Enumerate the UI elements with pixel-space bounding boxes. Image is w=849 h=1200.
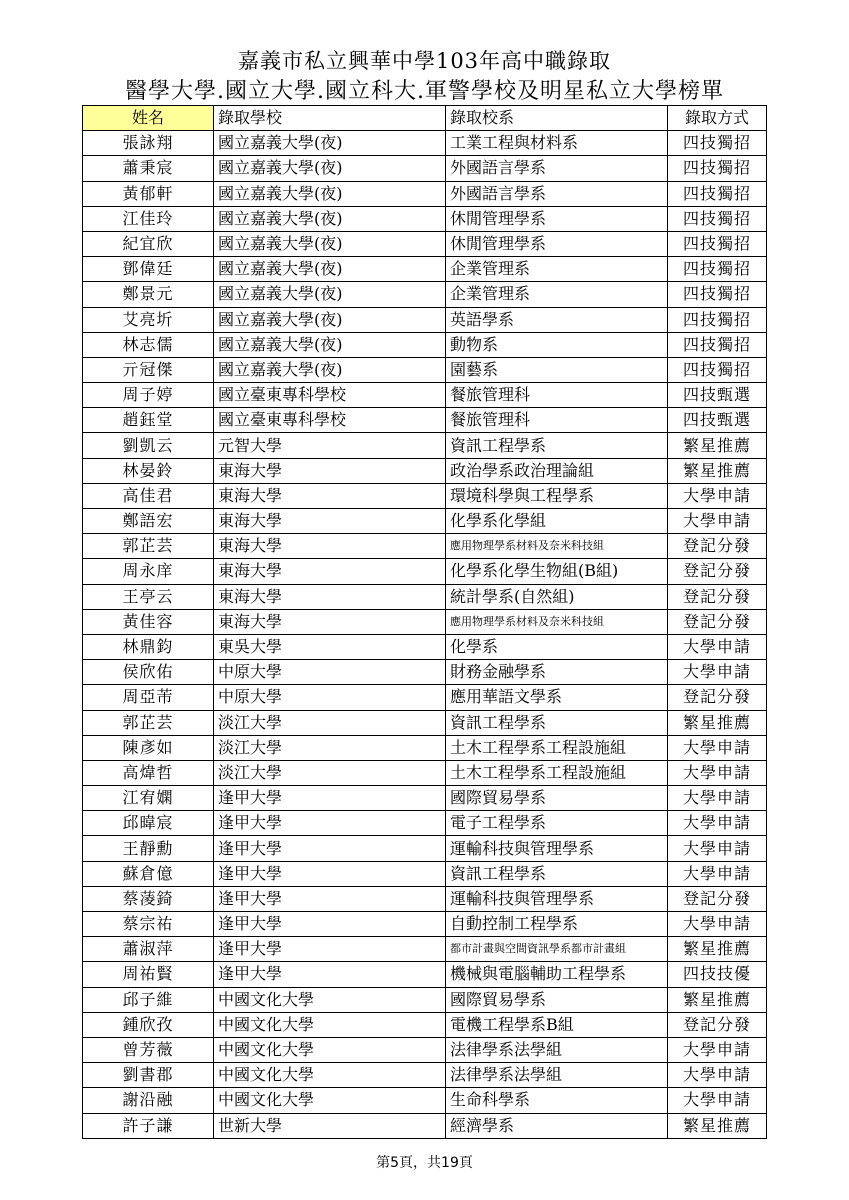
cell-name: 蔡宗祐 [83,912,214,937]
cell-method: 繁星推薦 [668,1113,767,1138]
cell-dept: 統計學系(自然組) [446,584,668,609]
cell-method: 四技獨招 [668,181,767,206]
table-row [83,458,767,483]
cell-method: 四技獨招 [668,332,767,357]
cell-method: 登記分發 [668,886,767,911]
table-row [83,886,767,911]
cell-name: 蘇倉億 [83,861,214,886]
cell-name: 林志儒 [83,332,214,357]
table-row [83,1037,767,1062]
cell-school: 國立嘉義大學(夜) [214,357,446,382]
table-row [83,559,767,584]
cell-method: 大學申請 [668,735,767,760]
cell-dept: 應用物理學系材料及奈米科技組 [446,609,668,634]
cell-dept: 化學系化學組 [446,509,668,534]
cell-method: 大學申請 [668,1037,767,1062]
cell-method: 大學申請 [668,786,767,811]
table-row [83,1012,767,1037]
admission-table [82,105,767,1139]
cell-name: 蕭淑萍 [83,937,214,962]
table-row [83,584,767,609]
cell-school: 逢甲大學 [214,836,446,861]
table-row [83,231,767,256]
cell-method: 四技獨招 [668,131,767,156]
cell-school: 東海大學 [214,609,446,634]
cell-school: 東海大學 [214,534,446,559]
cell-dept: 企業管理系 [446,282,668,307]
cell-school: 東海大學 [214,559,446,584]
cell-name: 曾芳薇 [83,1037,214,1062]
cell-method: 繁星推薦 [668,458,767,483]
cell-dept: 外國語言學系 [446,181,668,206]
table-row [83,282,767,307]
cell-name: 周永庠 [83,559,214,584]
cell-name: 邱子維 [83,987,214,1012]
table-row [83,634,767,659]
cell-dept: 休閒管理學系 [446,206,668,231]
table-row [83,383,767,408]
cell-method: 登記分發 [668,584,767,609]
cell-name: 高佳君 [83,483,214,508]
cell-school: 中原大學 [214,660,446,685]
table-row [83,408,767,433]
table-row [83,710,767,735]
cell-dept: 電機工程學系B組 [446,1012,668,1037]
cell-method: 大學申請 [668,912,767,937]
cell-name: 郭芷芸 [83,710,214,735]
cell-dept: 都市計畫與空間資訊學系都市計畫組 [446,937,668,962]
table-row [83,206,767,231]
page-number: 第5頁，共19頁 [376,1155,473,1171]
table-row [83,836,767,861]
cell-name: 郭芷芸 [83,534,214,559]
cell-method: 四技獨招 [668,231,767,256]
table-header-row [83,106,767,131]
cell-dept: 土木工程學系工程設施組 [446,735,668,760]
table-row [83,912,767,937]
cell-method: 大學申請 [668,811,767,836]
table-row [83,685,767,710]
cell-method: 繁星推薦 [668,433,767,458]
cell-school: 世新大學 [214,1113,446,1138]
cell-method: 四技甄選 [668,408,767,433]
cell-name: 鍾欣孜 [83,1012,214,1037]
cell-method: 登記分發 [668,559,767,584]
cell-name: 張詠翔 [83,131,214,156]
table-row [83,307,767,332]
cell-school: 中原大學 [214,685,446,710]
cell-name: 周祐賢 [83,962,214,987]
cell-dept: 土木工程學系工程設施組 [446,760,668,785]
cell-method: 大學申請 [668,861,767,886]
table-row [83,181,767,206]
cell-school: 國立嘉義大學(夜) [214,206,446,231]
cell-dept: 生命科學系 [446,1088,668,1113]
cell-school: 元智大學 [214,433,446,458]
cell-name: 艾亮圻 [83,307,214,332]
table-row [83,433,767,458]
cell-school: 逢甲大學 [214,962,446,987]
cell-name: 紀宜欣 [83,231,214,256]
cell-school: 國立嘉義大學(夜) [214,231,446,256]
cell-method: 四技獨招 [668,206,767,231]
header-school: 錄取學校 [214,106,446,131]
cell-name: 周亞芾 [83,685,214,710]
cell-school: 淡江大學 [214,735,446,760]
cell-dept: 機械與電腦輔助工程學系 [446,962,668,987]
cell-dept: 企業管理系 [446,257,668,282]
cell-method: 四技獨招 [668,257,767,282]
header-dept: 錄取校系 [446,106,668,131]
cell-method: 四技獨招 [668,357,767,382]
cell-name: 謝沿融 [83,1088,214,1113]
cell-name: 江佳玲 [83,206,214,231]
cell-dept: 應用物理學系材料及奈米科技組 [446,534,668,559]
header-method: 錄取方式 [668,106,767,131]
cell-dept: 休閒管理學系 [446,231,668,256]
cell-dept: 英語學系 [446,307,668,332]
cell-dept: 運輸科技與管理學系 [446,836,668,861]
cell-name: 周子婷 [83,383,214,408]
cell-school: 中國文化大學 [214,1063,446,1088]
table-row [83,357,767,382]
cell-school: 國立臺東專科學校 [214,408,446,433]
cell-name: 林晏鈴 [83,458,214,483]
cell-method: 大學申請 [668,1088,767,1113]
cell-name: 王亭云 [83,584,214,609]
cell-school: 國立嘉義大學(夜) [214,181,446,206]
cell-name: 黃郁軒 [83,181,214,206]
page-subtitle: 醫學大學.國立大學.國立科大.軍警學校及明星私立大學榜單 [125,79,724,104]
table-row [83,861,767,886]
cell-school: 逢甲大學 [214,811,446,836]
table-row [83,257,767,282]
cell-method: 四技獨招 [668,156,767,181]
cell-school: 國立嘉義大學(夜) [214,307,446,332]
cell-name: 鄧偉廷 [83,257,214,282]
cell-method: 大學申請 [668,760,767,785]
cell-dept: 化學系化學生物組(B組) [446,559,668,584]
cell-name: 劉書郡 [83,1063,214,1088]
table-row [83,534,767,559]
cell-school: 東海大學 [214,584,446,609]
cell-dept: 政治學系政治理論組 [446,458,668,483]
cell-method: 大學申請 [668,1063,767,1088]
cell-method: 四技甄選 [668,383,767,408]
cell-method: 繁星推薦 [668,987,767,1012]
cell-dept: 法律學系法學組 [446,1063,668,1088]
cell-name: 趙鈺堂 [83,408,214,433]
cell-school: 東吳大學 [214,634,446,659]
cell-name: 林鼎鈞 [83,634,214,659]
cell-dept: 經濟學系 [446,1113,668,1138]
cell-name: 亓冠傑 [83,357,214,382]
cell-name: 蔡蓤錡 [83,886,214,911]
cell-school: 淡江大學 [214,710,446,735]
cell-school: 中國文化大學 [214,987,446,1012]
page-title: 嘉義市私立興華中學103年高中職錄取 [237,49,612,73]
cell-method: 繁星推薦 [668,710,767,735]
cell-dept: 國際貿易學系 [446,987,668,1012]
cell-school: 國立嘉義大學(夜) [214,282,446,307]
cell-school: 國立嘉義大學(夜) [214,332,446,357]
table-row [83,937,767,962]
cell-dept: 財務金融學系 [446,660,668,685]
cell-name: 江宥嫻 [83,786,214,811]
cell-school: 國立嘉義大學(夜) [214,131,446,156]
cell-method: 登記分發 [668,609,767,634]
header-name: 姓名 [83,106,214,131]
cell-name: 劉凱云 [83,433,214,458]
table-row [83,609,767,634]
cell-dept: 餐旅管理科 [446,408,668,433]
table-row [83,987,767,1012]
cell-dept: 法律學系法學組 [446,1037,668,1062]
cell-school: 東海大學 [214,458,446,483]
cell-school: 逢甲大學 [214,937,446,962]
cell-name: 邱暐宸 [83,811,214,836]
cell-dept: 資訊工程學系 [446,861,668,886]
cell-method: 大學申請 [668,660,767,685]
cell-name: 王靜勳 [83,836,214,861]
table-row [83,509,767,534]
table-row [83,483,767,508]
cell-dept: 應用華語文學系 [446,685,668,710]
cell-method: 登記分發 [668,685,767,710]
cell-method: 繁星推薦 [668,937,767,962]
cell-name: 高煒哲 [83,760,214,785]
cell-method: 登記分發 [668,1012,767,1037]
cell-method: 大學申請 [668,634,767,659]
table-row [83,660,767,685]
cell-school: 國立嘉義大學(夜) [214,156,446,181]
cell-school: 逢甲大學 [214,886,446,911]
table-row [83,1088,767,1113]
cell-dept: 資訊工程學系 [446,433,668,458]
cell-name: 許子謙 [83,1113,214,1138]
cell-school: 淡江大學 [214,760,446,785]
table-row [83,811,767,836]
cell-school: 東海大學 [214,509,446,534]
cell-dept: 電子工程學系 [446,811,668,836]
table-row [83,332,767,357]
table-row [83,760,767,785]
table-row [83,1113,767,1138]
cell-dept: 工業工程與材料系 [446,131,668,156]
cell-dept: 國際貿易學系 [446,786,668,811]
cell-dept: 運輸科技與管理學系 [446,886,668,911]
cell-school: 國立臺東專科學校 [214,383,446,408]
cell-name: 侯欣佑 [83,660,214,685]
cell-method: 四技獨招 [668,282,767,307]
cell-school: 東海大學 [214,483,446,508]
table-row [83,1063,767,1088]
cell-school: 逢甲大學 [214,786,446,811]
table-row [83,735,767,760]
cell-method: 大學申請 [668,836,767,861]
cell-method: 登記分發 [668,534,767,559]
cell-dept: 自動控制工程學系 [446,912,668,937]
cell-school: 中國文化大學 [214,1012,446,1037]
cell-dept: 外國語言學系 [446,156,668,181]
cell-method: 大學申請 [668,483,767,508]
cell-school: 中國文化大學 [214,1088,446,1113]
cell-dept: 動物系 [446,332,668,357]
cell-name: 鄭語宏 [83,509,214,534]
cell-name: 蕭秉宸 [83,156,214,181]
cell-name: 陳彥如 [83,735,214,760]
cell-name: 鄭景元 [83,282,214,307]
cell-method: 四技獨招 [668,307,767,332]
cell-dept: 園藝系 [446,357,668,382]
cell-method: 大學申請 [668,509,767,534]
cell-school: 逢甲大學 [214,912,446,937]
cell-dept: 餐旅管理科 [446,383,668,408]
cell-dept: 環境科學與工程學系 [446,483,668,508]
table-row [83,131,767,156]
cell-dept: 資訊工程學系 [446,710,668,735]
table-row [83,962,767,987]
cell-method: 四技技優 [668,962,767,987]
table-row [83,786,767,811]
cell-school: 中國文化大學 [214,1037,446,1062]
cell-school: 逢甲大學 [214,861,446,886]
cell-dept: 化學系 [446,634,668,659]
table-row [83,156,767,181]
cell-name: 黃佳容 [83,609,214,634]
cell-school: 國立嘉義大學(夜) [214,257,446,282]
